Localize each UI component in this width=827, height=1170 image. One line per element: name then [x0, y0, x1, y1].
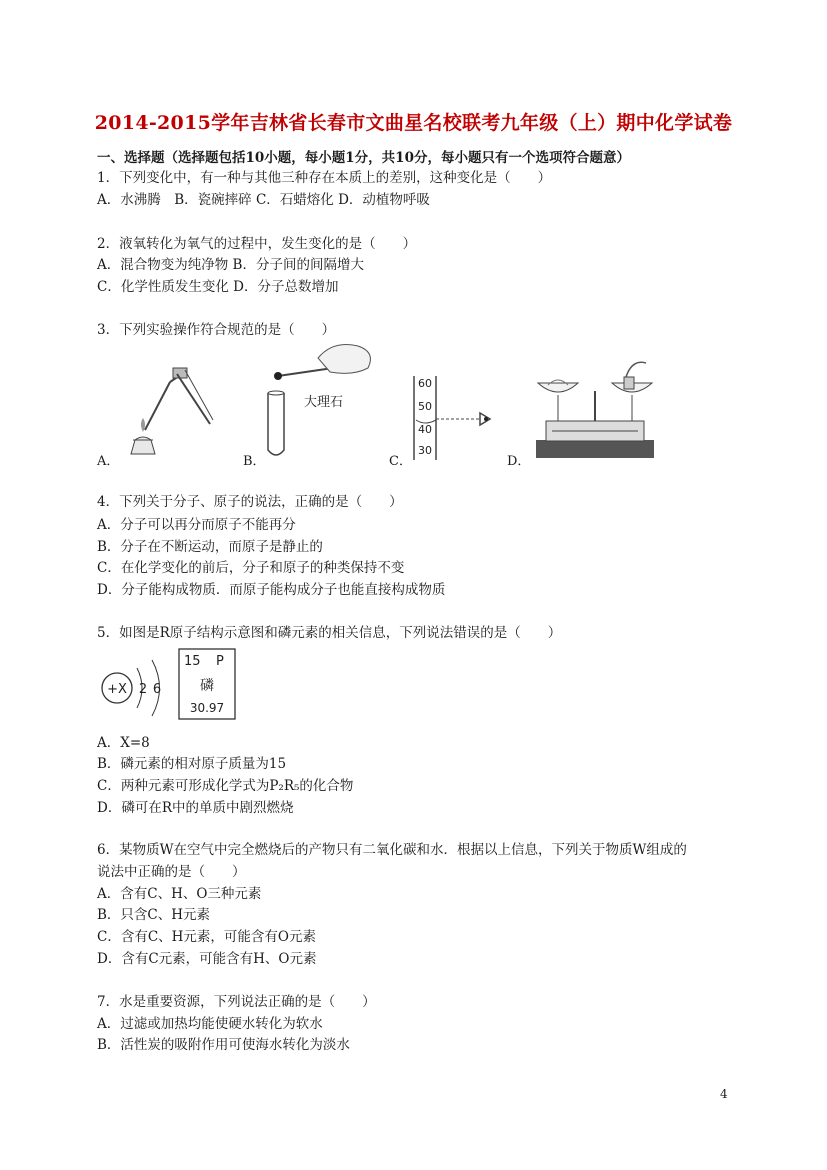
element-name: 磷 — [200, 678, 214, 694]
tick-50: 50 — [418, 400, 432, 413]
question-5-stem: 5．如图是R原子结构示意图和磷元素的相关信息，下列说法错误的是（ ） — [97, 625, 562, 641]
phosphorus-element-card — [178, 648, 238, 722]
figure-d-balance — [528, 355, 663, 463]
page-number: 4 — [720, 1087, 728, 1101]
question-4-stem: 4．下列关于分子、原子的说法，正确的是（ ） — [97, 494, 403, 510]
question-4-option-b: B．分子在不断运动，而原子是静止的 — [97, 539, 323, 555]
question-4-option-d: D．分子能构成物质．而原子能构成分子也能直接构成物质 — [97, 582, 446, 598]
question-7-option-a: A．过滤或加热均能使硬水转化为软水 — [97, 1016, 323, 1032]
question-6-stem-continued: 说法中正确的是（ ） — [97, 864, 246, 880]
question-4-option-c: C．在化学变化的前后，分子和原子的种类保持不变 — [97, 560, 405, 576]
fig-label-b: B． — [243, 454, 266, 469]
nucleus-charge: +X — [107, 682, 127, 697]
question-5-option-b: B．磷元素的相对原子质量为15 — [97, 756, 287, 772]
atomic-mass: 30.97 — [189, 701, 225, 715]
figure-b-test-tube — [258, 338, 388, 463]
question-1-options: A．水沸腾 B．瓷碗摔碎 C．石蜡熔化 D．动植物呼吸 — [97, 192, 430, 208]
tick-30: 30 — [418, 444, 432, 457]
fig-label-a: A． — [97, 454, 120, 469]
question-6-stem: 6．某物质W在空气中完全燃烧后的产物只有二氧化碳和水．根据以上信息，下列关于物质W组成的 — [97, 842, 687, 858]
question-7-stem: 7．水是重要资源，下列说法正确的是（ ） — [97, 994, 376, 1010]
question-2-option-cd: C．化学性质发生变化 D．分子总数增加 — [97, 279, 339, 295]
shell-1-electrons: 2 — [138, 682, 148, 697]
exam-title: 2014-2015学年吉林省长春市文曲星名校联考九年级（上）期中化学试卷 — [94, 112, 733, 134]
element-symbol: P — [216, 654, 224, 669]
question-6-option-d: D．含有C元素，可能含有H、O元素 — [97, 951, 317, 967]
question-1-stem: 1．下列变化中，有一种与其他三种存在本质上的差别，这种变化是（ ） — [97, 170, 552, 186]
figure-a-heating-apparatus — [115, 362, 215, 464]
question-3-stem: 3．下列实验操作符合规范的是（ ） — [97, 322, 336, 338]
marble-label: 大理石 — [304, 395, 344, 410]
fig-label-d: D． — [507, 454, 531, 469]
question-4-option-a: A．分子可以再分而原子不能再分 — [97, 517, 296, 533]
question-2-stem: 2．液氧转化为氧气的过程中，发生变化的是（ ） — [97, 236, 417, 252]
question-6-option-a: A．含有C、H、O三种元素 — [97, 886, 262, 902]
tick-40: 40 — [418, 423, 432, 436]
question-5-option-d: D．磷可在R中的单质中剧烈燃烧 — [97, 800, 294, 816]
question-5-option-a: A．X=8 — [97, 735, 150, 751]
question-6-option-b: B．只含C、H元素 — [97, 907, 211, 923]
question-6-option-c: C．含有C、H元素，可能含有O元素 — [97, 929, 316, 945]
fig-label-c: C． — [389, 454, 412, 469]
atom-structure-diagram — [97, 648, 172, 728]
atomic-number: 15 — [184, 654, 201, 669]
section-heading: 一、选择题（选择题包括10小题，每小题1分，共10分，每小题只有一个选项符合题意） — [97, 150, 630, 166]
question-5-option-c: C．两种元素可形成化学式为P₂R₅的化合物 — [97, 778, 354, 794]
question-7-option-b: B．活性炭的吸附作用可使海水转化为淡水 — [97, 1037, 350, 1053]
question-2-option-ab: A．混合物变为纯净物 B．分子间的间隔增大 — [97, 257, 364, 273]
shell-2-electrons: 6 — [152, 682, 162, 697]
tick-60: 60 — [418, 377, 432, 390]
figure-c-graduated-cylinder — [410, 372, 500, 462]
